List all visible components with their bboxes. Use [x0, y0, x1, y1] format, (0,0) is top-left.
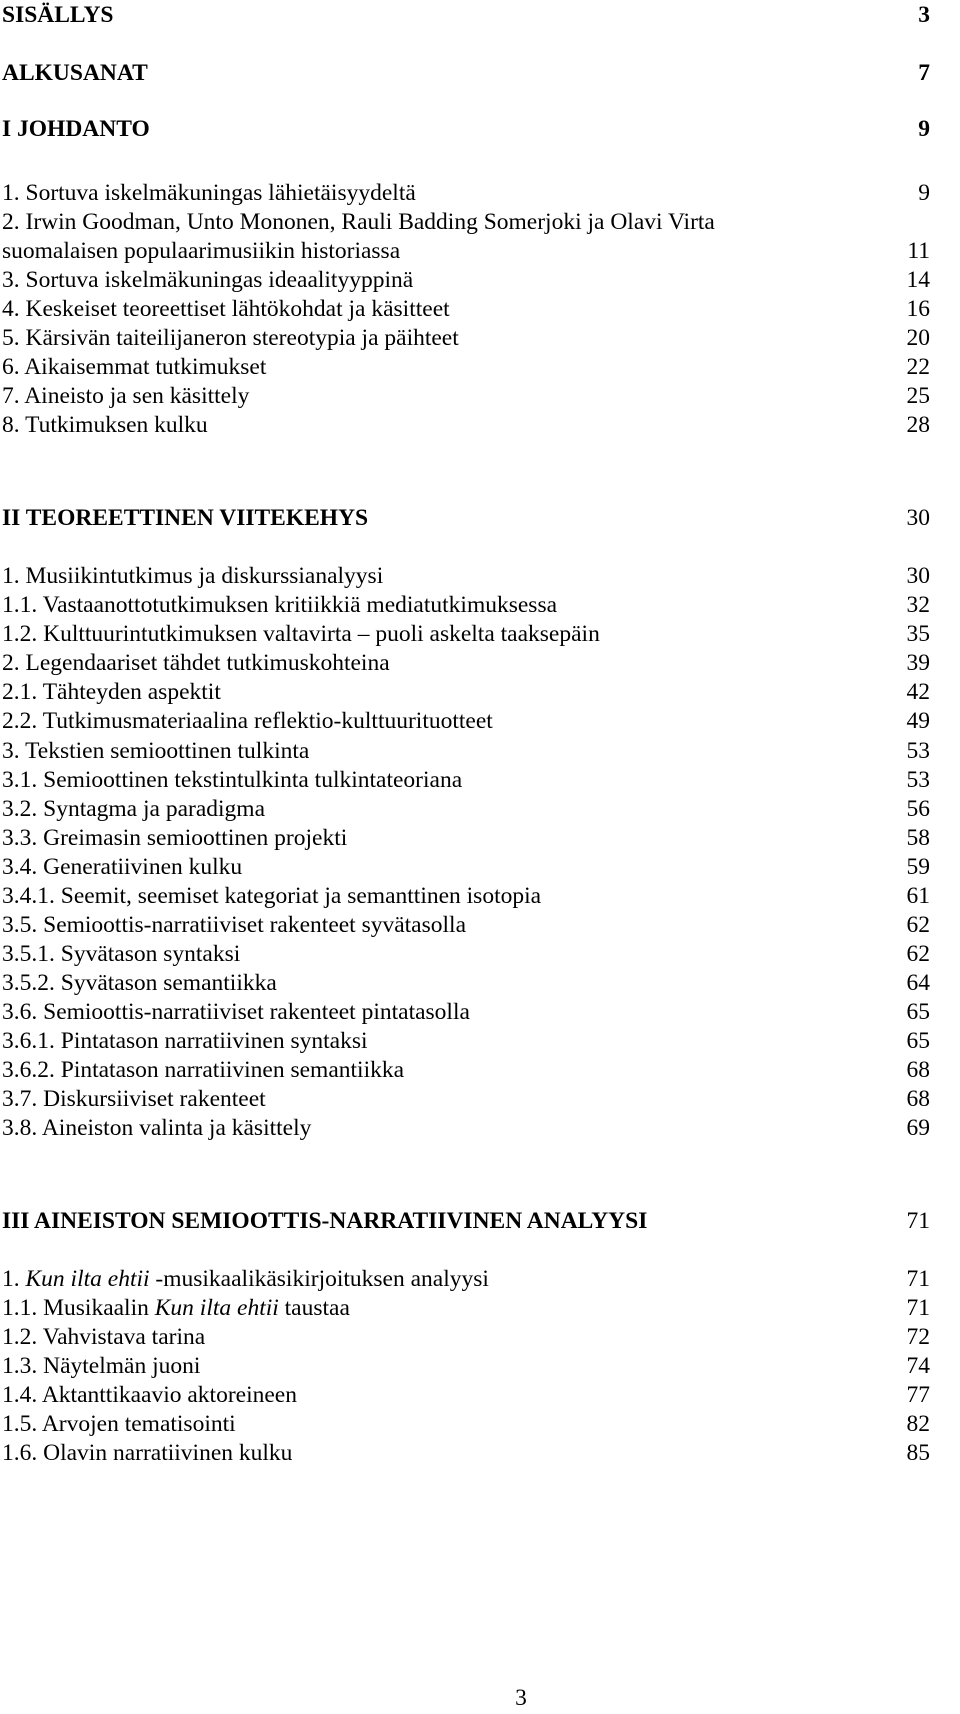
- toc-entry-title: 2.2. Tutkimusmateriaalina reflektio-kulttuurituotteet: [2, 708, 493, 734]
- toc-entry-title: 1.2. Vahvistava tarina: [2, 1324, 206, 1350]
- toc-entry-title: 2. Irwin Goodman, Unto Mononen, Rauli Badding Somerjoki ja Olavi Virta: [2, 209, 715, 235]
- toc-entry-title-italic: Kun ilta ehtii: [154, 1295, 279, 1321]
- toc-entry-page: 77: [906, 1382, 930, 1408]
- toc-entry-page: 39: [906, 650, 930, 676]
- toc-entry-page: 35: [906, 621, 930, 647]
- toc-entry-title: 3.8. Aineiston valinta ja käsittely: [2, 1115, 312, 1141]
- toc-entry-title-post: -musikaalikäsikirjoituksen analyysi: [149, 1266, 489, 1292]
- toc-entry-title: 3.6.2. Pintatason narratiivinen semantiikka: [2, 1057, 405, 1083]
- toc-entry-page: 28: [906, 412, 930, 438]
- toc-entry-page: 74: [906, 1353, 930, 1379]
- toc-entry-title: 3.7. Diskursiiviset rakenteet: [2, 1086, 266, 1112]
- toc-entry-page: 58: [906, 825, 930, 851]
- toc-heading-title: SISÄLLYS: [2, 2, 114, 28]
- toc-entry-page: 9: [918, 180, 930, 206]
- toc-entry-title-post: taustaa: [278, 1295, 350, 1321]
- toc-entry-page: 64: [906, 970, 930, 996]
- toc-entry-page: 42: [906, 679, 930, 705]
- toc-entry-title: 1.3. Näytelmän juoni: [2, 1353, 201, 1379]
- toc-entry-title: 6. Aikaisemmat tutkimukset: [2, 354, 267, 380]
- toc-entry-title: 1.4. Aktanttikaavio aktoreineen: [2, 1382, 297, 1408]
- toc-entry-page: 59: [906, 854, 930, 880]
- toc-entry-title: 4. Keskeiset teoreettiset lähtökohdat ja käsitteet: [2, 296, 450, 322]
- toc-entry-page: 62: [906, 941, 930, 967]
- toc-entry-title: 3.3. Greimasin semioottinen projekti: [2, 825, 348, 851]
- toc-entry-title: 1.2. Kulttuurintutkimuksen valtavirta – puoli askelta taaksepäin: [2, 621, 600, 647]
- toc-entry-title: 1. Sortuva iskelmäkuningas lähietäisyydeltä: [2, 180, 416, 206]
- toc-entry-title: 5. Kärsivän taiteilijaneron stereotypia ja päihteet: [2, 325, 459, 351]
- toc-entry-title-pre: 1.: [2, 1266, 26, 1292]
- toc-entry-page: 68: [906, 1057, 930, 1083]
- toc-entry-title: 3.2. Syntagma ja paradigma: [2, 796, 265, 822]
- toc-entry-title-pre: 1.1. Musikaalin: [2, 1295, 155, 1321]
- toc-part-title-text: I JOHDANTO: [2, 116, 150, 142]
- toc-entry-title: 3. Tekstien semioottinen tulkinta: [2, 738, 310, 764]
- toc-entry-page: 32: [906, 592, 930, 618]
- toc-part-title-text: II TEOREETTINEN VIITEKEHYS: [2, 505, 369, 531]
- toc-entry-page: 56: [906, 796, 930, 822]
- toc-entry-title: 2. Legendaariset tähdet tutkimuskohteina: [2, 650, 390, 676]
- toc-entry-title: 7. Aineisto ja sen käsittely: [2, 383, 250, 409]
- toc-entry-title: 1.5. Arvojen tematisointi: [2, 1411, 236, 1437]
- toc-entry-page: 85: [906, 1440, 930, 1466]
- toc-heading-page: 3: [918, 2, 930, 28]
- toc-entry-page: 14: [906, 267, 930, 293]
- toc-entry-title: 1.1. Vastaanottotutkimuksen kritiikkiä mediatutkimuksessa: [2, 592, 558, 618]
- toc-entry-page: 11: [907, 238, 930, 264]
- toc-entry-page: 65: [906, 999, 930, 1025]
- toc-foreword-page: 7: [918, 60, 930, 86]
- toc-entry-title: 3. Sortuva iskelmäkuningas ideaalityyppinä: [2, 267, 414, 293]
- toc-entry-title: 1.6. Olavin narratiivinen kulku: [2, 1440, 293, 1466]
- toc-entry-page: 69: [906, 1115, 930, 1141]
- toc-part-title-text: III AINEISTON SEMIOOTTIS-NARRATIIVINEN ANALYYSI: [2, 1208, 648, 1234]
- toc-entry-page: 16: [906, 296, 930, 322]
- toc-entry-title: [2, 1266, 489, 1293]
- toc-foreword-title: ALKUSANAT: [2, 60, 148, 86]
- toc-entry-page: 20: [906, 325, 930, 351]
- toc-entry-page: 25: [906, 383, 930, 409]
- toc-entry-page: 82: [906, 1411, 930, 1437]
- toc-entry-title: 3.4. Generatiivinen kulku: [2, 854, 243, 880]
- toc-entry-title: 8. Tutkimuksen kulku: [2, 412, 208, 438]
- toc-entry-page: 22: [906, 354, 930, 380]
- toc-entry-title: 3.5.1. Syvätason syntaksi: [2, 941, 241, 967]
- toc-entry-title: suomalaisen populaarimusiikin historiassa: [2, 238, 401, 264]
- toc-entry-title: 3.5. Semioottis-narratiiviset rakenteet syvätasolla: [2, 912, 466, 938]
- toc-entry-title: 3.1. Semioottinen tekstintulkinta tulkintateoriana: [2, 767, 463, 793]
- toc-entry-page: 49: [906, 708, 930, 734]
- toc-entry-page: 68: [906, 1086, 930, 1112]
- toc-entry-page: 53: [906, 738, 930, 764]
- toc-entry-title: 3.5.2. Syvätason semantiikka: [2, 970, 277, 996]
- toc-entry-title: 2.1. Tähteyden aspektit: [2, 679, 221, 705]
- toc-part-title-page: 30: [906, 505, 930, 531]
- toc-entry-page: 62: [906, 912, 930, 938]
- toc-part-title-page: 71: [906, 1208, 930, 1234]
- toc-entry-page: 61: [906, 883, 930, 909]
- toc-entry-page: 71: [906, 1295, 930, 1321]
- toc-part-title-page: 9: [918, 116, 930, 142]
- toc-entry-title: 1. Musiikintutkimus ja diskurssianalyysi: [2, 563, 384, 589]
- toc-entry-title: 3.4.1. Seemit, seemiset kategoriat ja semanttinen isotopia: [2, 883, 542, 909]
- toc-entry-title: [2, 1295, 350, 1322]
- toc-entry-page: 72: [906, 1324, 930, 1350]
- toc-entry-page: 30: [906, 563, 930, 589]
- toc-entry-page: 53: [906, 767, 930, 793]
- toc-entry-page: 65: [906, 1028, 930, 1054]
- page-number: 3: [515, 1685, 527, 1711]
- toc-entry-title-italic: Kun ilta ehtii: [25, 1266, 150, 1292]
- toc-entry-title: 3.6.1. Pintatason narratiivinen syntaksi: [2, 1028, 368, 1054]
- toc-entry-title: 3.6. Semioottis-narratiiviset rakenteet pintatasolla: [2, 999, 470, 1025]
- toc-entry-page: 71: [906, 1266, 930, 1292]
